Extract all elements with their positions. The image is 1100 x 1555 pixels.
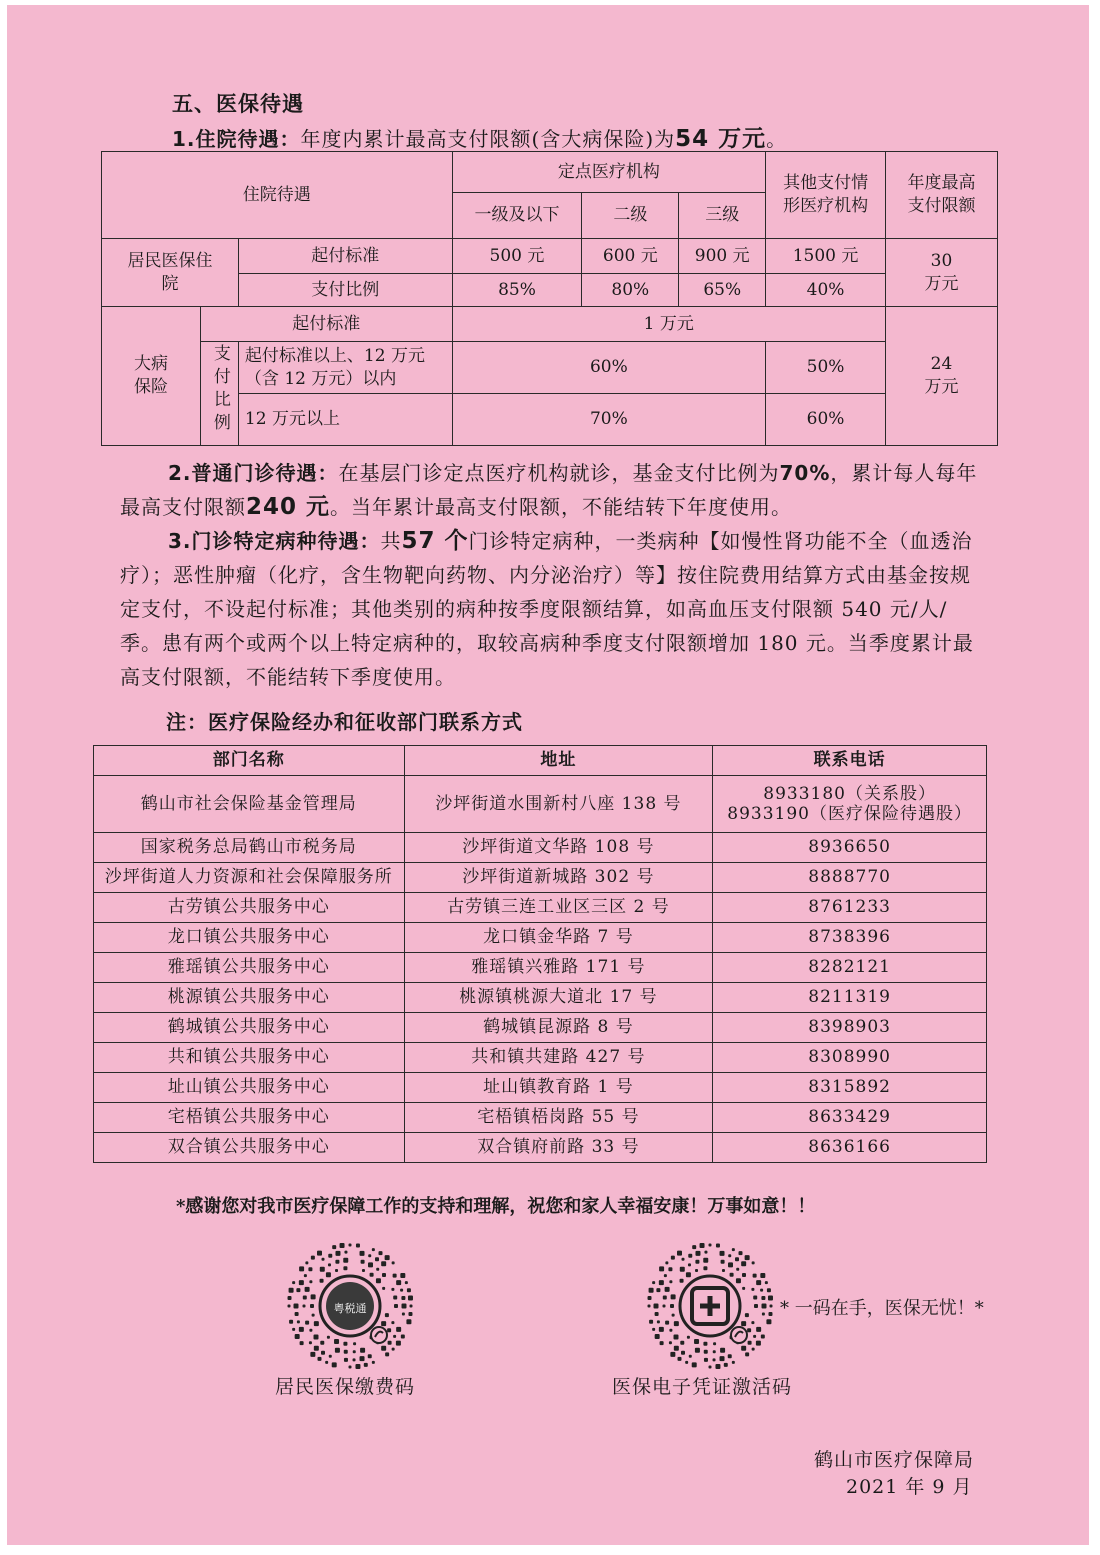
resident-threshold-label: 起付标准: [238, 239, 452, 274]
band1-designated: 60%: [452, 342, 766, 394]
department-address: 沙坪街道新城路 302 号: [404, 863, 713, 893]
table-row: [94, 1043, 987, 1073]
outpatient-pct: 70%: [779, 461, 831, 485]
department-phone: 8633429: [713, 1103, 987, 1133]
inpatient-label: 1.住院待遇：: [172, 127, 301, 151]
department-name: 双合镇公共服务中心: [94, 1133, 405, 1163]
table-row: [94, 1013, 987, 1043]
resident-ratio-l2: 80%: [582, 274, 679, 307]
special-count: 57 个: [401, 528, 469, 554]
special-text-a: 共: [380, 529, 402, 553]
inpatient-amount: 54 万元: [675, 126, 767, 152]
special-label: 3.门诊特定病种待遇：: [168, 529, 381, 553]
inpatient-text: 年度内累计最高支付限额(含大病保险)为: [300, 127, 676, 151]
department-phone: 8308990: [713, 1043, 987, 1073]
resident-ratio-other: 40%: [766, 274, 886, 307]
department-phone: 8761233: [713, 893, 987, 923]
qr-logo-text: 粤税通: [333, 1302, 367, 1315]
phone-line-2: 8933190（医疗保险待遇股）: [727, 804, 972, 824]
department-address: 双合镇府前路 33 号: [404, 1133, 713, 1163]
department-address: 共和镇共建路 427 号: [404, 1043, 713, 1073]
department-name: 址山镇公共服务中心: [94, 1073, 405, 1103]
department-address: 沙坪街道水围新村八座 138 号: [404, 776, 713, 833]
department-name: 雅瑶镇公共服务中心: [94, 953, 405, 983]
header-phone: 联系电话: [713, 746, 987, 776]
band2-other: 60%: [766, 394, 886, 446]
header-address: 地址: [404, 746, 713, 776]
department-phone: [713, 776, 987, 833]
payment-qr-caption: 居民医保缴费码: [275, 1376, 416, 1398]
department-phone: 8315892: [713, 1073, 987, 1103]
resident-max: 30 万元: [886, 239, 998, 307]
table-row: [94, 983, 987, 1013]
other-header: 其他支付情形医疗机构: [766, 152, 886, 239]
department-phone: 8636166: [713, 1133, 987, 1163]
outpatient-text-b: ，累计每人每年最高支付限额: [120, 461, 978, 519]
outpatient-text-a: 在基层门诊定点医疗机构就诊，基金支付比例为: [338, 461, 780, 485]
table-row: [94, 923, 987, 953]
table-row: [94, 776, 987, 833]
table-row: [94, 1073, 987, 1103]
section-heading: 五、医保待遇: [172, 91, 304, 116]
band1-label: 起付标准以上、12 万元（含 12 万元）以内: [238, 342, 452, 394]
thanks-message: *感谢您对我市医疗保障工作的支持和理解，祝您和家人幸福安康！万事如意！！: [176, 1196, 816, 1217]
annual-max-header: 年度最高支付限额: [886, 152, 998, 239]
band2-label: 12 万元以上: [238, 394, 452, 446]
activation-qr-caption: 医保电子凭证激活码: [612, 1376, 793, 1398]
serious-max: 24 万元: [886, 307, 998, 446]
band1-other: 50%: [766, 342, 886, 394]
department-phone: 8936650: [713, 833, 987, 863]
department-address: 古劳镇三连工业区三区 2 号: [404, 893, 713, 923]
phone-line-1: 8933180（关系股）: [763, 783, 936, 804]
resident-threshold-l3: 900 元: [679, 239, 766, 274]
table-row: [94, 1103, 987, 1133]
department-name: 龙口镇公共服务中心: [94, 923, 405, 953]
serious-label: 大病保险: [102, 307, 201, 446]
level-1-header: 一级及以下: [452, 193, 582, 239]
outpatient-label: 2.普通门诊待遇：: [168, 461, 339, 485]
table-row: [94, 893, 987, 923]
serious-threshold-value: 1 万元: [452, 307, 885, 342]
designated-header: 定点医疗机构: [452, 152, 766, 193]
slogan: * 一码在手，医保无忧！*: [780, 1298, 984, 1319]
issuer-name: 鹤山市医疗保障局: [814, 1449, 975, 1471]
contact-rows: [94, 833, 987, 1163]
ratio-vertical-label: 支付比例: [200, 342, 238, 446]
department-name: 古劳镇公共服务中心: [94, 893, 405, 923]
department-address: 桃源镇桃源大道北 17 号: [404, 983, 713, 1013]
department-address: 雅瑶镇兴雅路 171 号: [404, 953, 713, 983]
department-phone: 8211319: [713, 983, 987, 1013]
activation-qr-code[interactable]: [646, 1242, 774, 1374]
department-phone: 8398903: [713, 1013, 987, 1043]
inpatient-summary: [172, 120, 787, 153]
issue-date: 2021 年 9 月: [846, 1476, 973, 1498]
inpatient-end: 。: [766, 127, 788, 151]
department-address: 龙口镇金华路 7 号: [404, 923, 713, 953]
resident-ratio-l3: 65%: [679, 274, 766, 307]
outpatient-text-c: 。当年累计最高支付限额，不能结转下年度使用。: [330, 495, 793, 519]
resident-threshold-l2: 600 元: [582, 239, 679, 274]
activation-qr-icon: [646, 1242, 774, 1370]
department-name: 宅梧镇公共服务中心: [94, 1103, 405, 1133]
department-name: 沙坪街道人力资源和社会保障服务所: [94, 863, 405, 893]
inpatient-table: [101, 151, 998, 446]
department-name: 鹤山市社会保险基金管理局: [94, 776, 405, 833]
special-disease-paragraph: [120, 524, 980, 694]
department-phone: 8738396: [713, 923, 987, 953]
contacts-table: [93, 745, 987, 1163]
level-2-header: 二级: [582, 193, 679, 239]
department-address: 鹤城镇昆源路 8 号: [404, 1013, 713, 1043]
department-name: 鹤城镇公共服务中心: [94, 1013, 405, 1043]
contacts-note: 注：医疗保险经办和征收部门联系方式: [166, 710, 523, 734]
table-row: [94, 1133, 987, 1163]
department-address: 宅梧镇梧岗路 55 号: [404, 1103, 713, 1133]
outpatient-paragraph: [120, 456, 980, 524]
resident-ratio-label: 支付比例: [238, 274, 452, 307]
outpatient-amount: 240 元: [246, 494, 331, 520]
department-phone: 8282121: [713, 953, 987, 983]
payment-qr-code[interactable]: [286, 1242, 414, 1374]
serious-threshold-label: 起付标准: [200, 307, 452, 342]
level-3-header: 三级: [679, 193, 766, 239]
department-address: 沙坪街道文华路 108 号: [404, 833, 713, 863]
inpatient-title-cell: 住院待遇: [102, 152, 453, 239]
department-address: 址山镇教育路 1 号: [404, 1073, 713, 1103]
table-row: [94, 953, 987, 983]
header-department: 部门名称: [94, 746, 405, 776]
band2-designated: 70%: [452, 394, 766, 446]
table-row: [94, 833, 987, 863]
department-name: 共和镇公共服务中心: [94, 1043, 405, 1073]
special-text-b: 门诊特定病种，一类病种【如慢性肾功能不全（血透治疗）；恶性肿瘤（化疗，含生物靶向药物、内分泌治疗）等】按住院费用结算方式由基金按规定支付，不设起付标准；其他类别的病种按季度限额结算，如高血压支付限额 540 元/人/季。患有两个或两个以上特定病种的，取较高病种季度支付限额增加 180 元。当季度累计最高支付限额，不能结转下季度使用。: [120, 529, 974, 689]
department-phone: 8888770: [713, 863, 987, 893]
department-name: 桃源镇公共服务中心: [94, 983, 405, 1013]
resident-label: 居民医保住院: [102, 239, 239, 307]
department-name: 国家税务总局鹤山市税务局: [94, 833, 405, 863]
table-row: [94, 863, 987, 893]
resident-threshold-other: 1500 元: [766, 239, 886, 274]
resident-threshold-l1: 500 元: [452, 239, 582, 274]
resident-ratio-l1: 85%: [452, 274, 582, 307]
